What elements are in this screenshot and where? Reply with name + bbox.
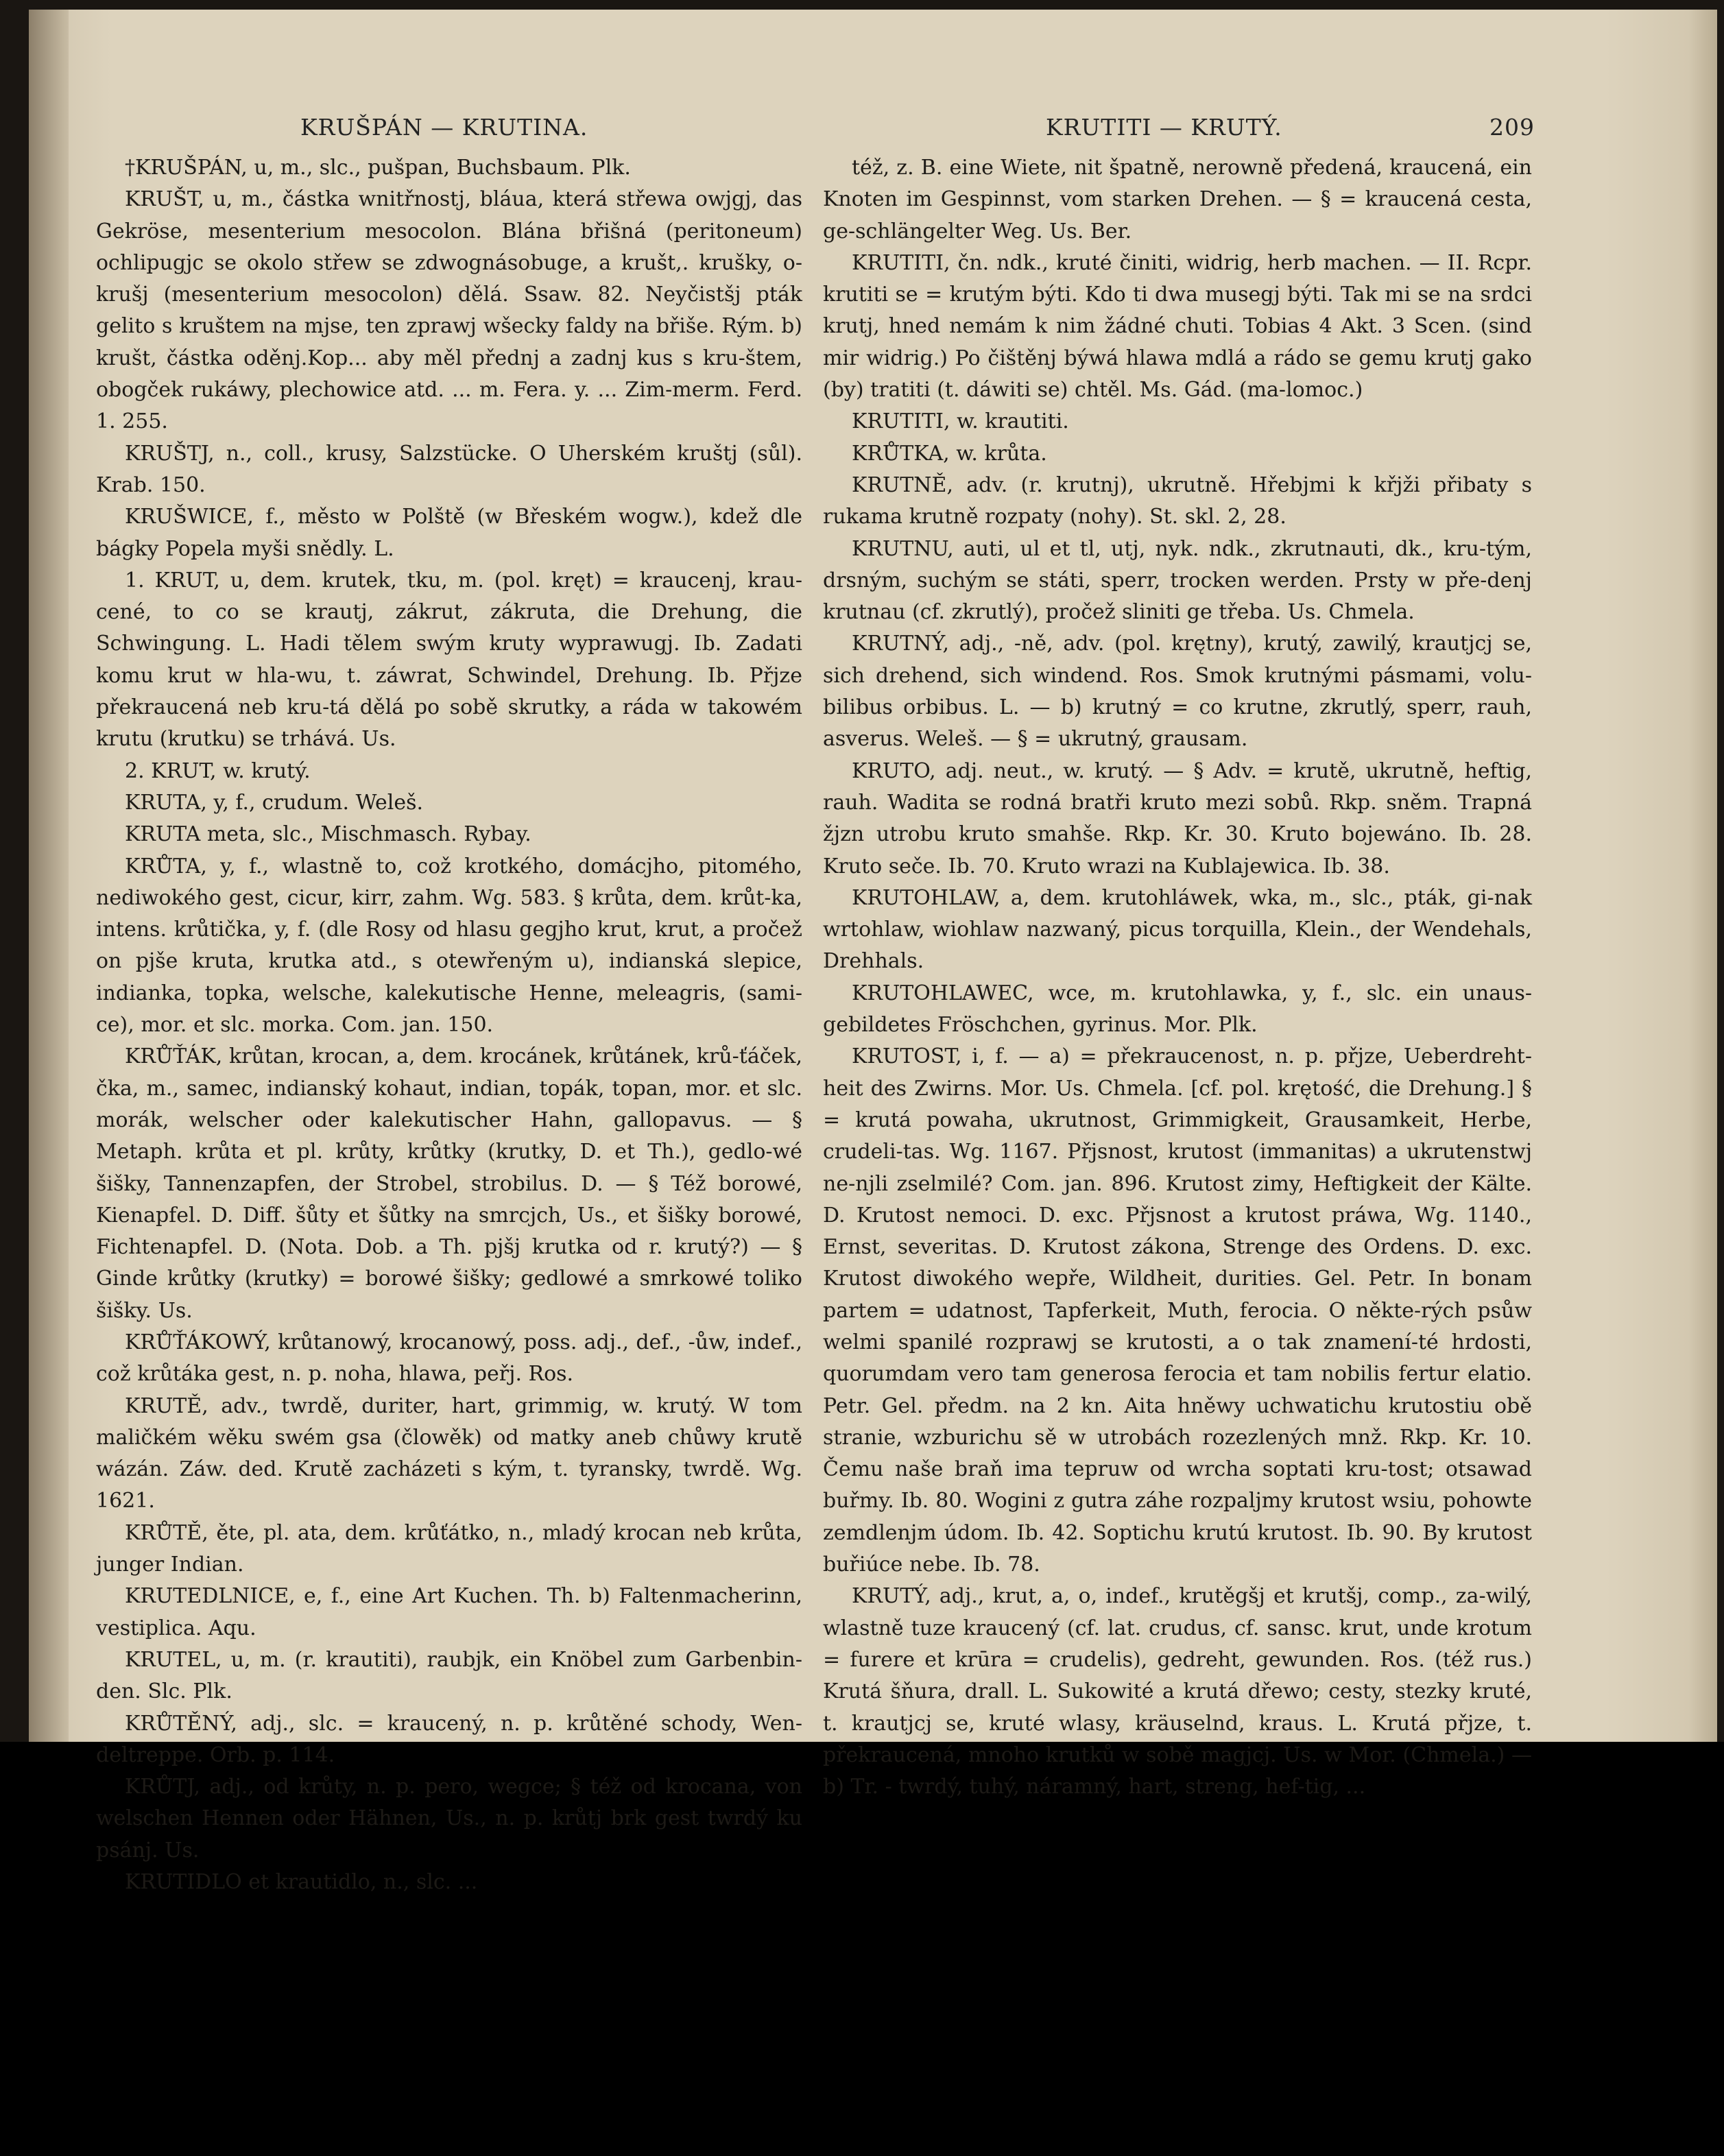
entry-krutak: KRŮŤÁK, krůtan, krocan, a, dem. krocánek, krůtánek, krů-ťáček, čka, m., samec, indianský kohaut, indian, topák, topan, mor. et slc. morák, welscher oder kalekutischer Hahn, gallopavus. — § Metaph. krůta et pl. krůty, krůtky (krutky, D. et Th.), gedlo-wé šišky, Tannenzapfen, der Strobel, strobilus. D. — § Též borowé, Kienapfel. D. Diff. šůty et šůtky na smrcjch, Us., et šišky borowé, Fichtenapfel. D. (Nota. Dob. a Th. pjšj krutka od r. krutý?) — § Ginde krůtky (krutky) = borowé šišky; gedlowé a smrkowé toliko šišky. Us. — [96, 1044, 802, 1323]
entry-krustj: KRUŠTJ, n., coll., krusy, Salzstücke. O Uherském kruštj (sůl). Krab. 150. — [96, 441, 802, 497]
entry-krust: KRUŠT, u, m., částka wnitřnostj, bláua, která střewa owjgj, das Gekröse, mesenterium mesocolon. Blána břišná (peritoneum) ochlipugjc se okolo střew se zdwognásobuge, a krušt,. krušky, o-krušj (mesenterium mesocolon) dělá. Ssaw. 82. Neyčistšj pták gelito s kruštem na mjse, ten zprawj wšecky faldy na břiše. Rým. b) krušt, částka oděnj.Kop... aby měl přednj a zadnj kus s kru-štem, obogček rukáwy, plechowice atd. ... m. Fera. y. ... Zim-merm. Ferd. 1. 255. — [96, 187, 802, 434]
entry-kruspan: †KRUŠPÁN, u, m., slc., pušpan, Buchsbaum. Plk. — [125, 156, 631, 180]
entry-krutnu: KRUTNU, auti, ul et tl, utj, nyk. ndk., zkrutnauti, dk., kru-tým, drsným, suchým se státi, sperr, trocken werden. Prsty w pře-denj krutnau (cf. zkrutlý), pročež sliniti ge třeba. Us. Chmela. — [823, 536, 1532, 625]
entry-kruto: KRUTO, adj. neut., w. krutý. — § Adv. = krutě, ukrutně, heftig, rauh. Wadita se rodná bratři kruto mezi sobů. Rkp. sněm. Trapná žjzn utrobu kruto smahše. Rkp. Kr. 30. Kruto bojewáno. Ib. 28. Kruto seče. Ib. 70. Kruto wrazi na Kublajewica. Ib. 38. — [823, 758, 1532, 878]
entry-krutohlaw: KRUTOHLAW, a, dem. krutohláwek, wka, m., slc., pták, gi-nak wrtohlaw, wiohlaw nazwaný, picus torquilla, Klein., der Wendehals, Drehhals. — [823, 885, 1532, 974]
entry-kruta-cicur: KRŮTA, y, f., wlastně to, což krotkého, domácjho, pitomého, nediwokého gest, cicur, kirr, zahm. Wg. 583. § krůta, dem. krůt-ka, intens. krůtička, y, f. (dle Rosy od hlasu gegjho krut, krut, a pročež on pjše kruta, krutka atd., s otewřeným u), indianská slepice, indianka, topka, welsche, kalekutische Henne, meleagris, (sami-ce), mor. et slc. morka. Com. jan. 150. — [96, 854, 802, 1038]
entry-krutne: KRUTNĚ, adv. (r. krutnj), ukrutně. Hřebjmi k křjži přibaty s rukama krutně rozpaty (nohy). St. skl. 2, 28. — [823, 472, 1532, 529]
entry-kruswice: KRUŠWICE, f., město w Polště (w Břeském wogw.), kdež dle bágky Popela myši snědly. L. — [96, 505, 802, 561]
entry-continuation: též, z. B. eine Wiete, nit špatně, nerowně předená, kraucená, ein Knoten im Gespinnst, vom starken Drehen. — § = kraucená cesta, ge-schlängelter Weg. Us. Ber. — [823, 156, 1532, 243]
entry-krutedlnice: KRUTEDLNICE, e, f., eine Art Kuchen. Th. b) Faltenmacherinn, vestiplica. Aqu. — [96, 1584, 802, 1640]
book-spine-shadow — [29, 10, 69, 1742]
right-running-head: KRUTITI — KRUTÝ. — [1046, 114, 1282, 141]
entry-krut-1: 1. KRUT, u, dem. krutek, tku, m. (pol. kręt) = kraucenj, krau-cené, to co se krautj, zákrut, zákruta, die Drehung, die Schwingung. L. Hadi tělem swým kruty wyprawugj. Ib. Zadati komu krut w hla-wu, t. záwrat, Schwindel, Drehung. Ib. Přjze překraucená neb kru-tá dělá po sobě skrutky, a ráda w takowém krutu (krutku) se trhává. Us. — [96, 568, 802, 752]
entry-krut-2: 2. KRUT, w. krutý. — [125, 758, 311, 783]
entry-krute-noun: KRŮTĚ, ěte, pl. ata, dem. krůťátko, n., mladý krocan neb krůta, junger Indian. — [96, 1520, 802, 1577]
entry-kruta: KRUTA, y, f., crudum. Weleš. — [125, 790, 423, 815]
entry-krutohlawec: KRUTOHLAWEC, wce, m. krutohlawka, y, f., slc. ein unaus-gebildetes Fröschchen, gyrinus. Mor. Plk. — [823, 981, 1532, 1038]
entry-krutenny: KRŮTĚNÝ, adj., slc. = kraucený, n. p. krůtěné schody, Wen-deltreppe. Orb. p. 114. — [96, 1711, 802, 1767]
entry-krutel: KRUTEL, u, m. (r. krautiti), raubjk, ein Knöbel zum Garbenbin-den. Slc. Plk. — [96, 1647, 802, 1704]
entry-krutiti: KRUTITI, čn. ndk., kruté činiti, widrig, herb machen. — II. Rcpr. krutiti se = krutým býti. Kdo ti dwa musegj býti. Tak mi se na srdci krutj, hned nemám k nim žádné chuti. Tobias 4 Akt. 3 Scen. (sind mir widrig.) Po čištěnj býwá hlawa mdlá a rádo se gemu krutj gako (by) tratiti (t. dáwiti se) chtěl. Ms. Gád. (ma-lomoc.) — [823, 250, 1532, 403]
entry-kruty: KRUTÝ, adj., krut, a, o, indef., krutěgšj et krutšj, comp., za-wilý, wlastně tuze kraucený (cf. lat. crudus, cf. sansc. krut, unde krotum = furere et krūra = crudelis), gedreht, gewunden. Ros. (též rus.) Krutá šňura, drall. L. Sukowité a krutá dřewo; cesty, stezky kruté, t. krautjcj se, kruté wlasy, kräuselnd, kraus. L. Krutá přjze, t. překraucená, mnoho krutků w sobě magjcj. Us. w Mor. (Chmela.) — b) Tr. - twrdý, tuhý, náramný, hart, streng, hef-tig, ... — [823, 1584, 1532, 1799]
entry-krutakowy: KRŮŤÁKOWÝ, krůtanowý, krocanowý, poss. adj., def., -ůw, indef., což krůtáka gest, n. p. noha, hlawa, peřj. Ros. — [96, 1330, 802, 1387]
entry-krutka: KRŮTKA, w. krůta. — [852, 441, 1047, 466]
entry-krutny: KRUTNÝ, adj., -ně, adv. (pol. krętny), krutý, zawilý, krautjcj se, sich drehend, sich windend. Ros. Smok krutnými pásmami, volu-bilibus orbibus. L. — b) krutný = co krutne, zkrutlý, sperr, rauh, asverus. Weleš. — § = ukrutný, grausam. — [823, 632, 1532, 752]
entry-krutost: KRUTOST, i, f. — a) = překraucenost, n. p. přjze, Ueberdreht-heit des Zwirns. Mor. Us. Chmela. [cf. pol. krętość, die Drehung.] § = krutá powaha, ukrutnost, Grimmigkeit, Grausamkeit, Herbe, crudeli-tas. Wg. 1167. Přjsnost, krutost (immanitas) a ukrutenstwj ne-njli zselmilé? Com. jan. 896. Krutost zimy, Heftigkeit der Kälte. D. Krutost nemoci. D. exc. Přjsnost a krutost práwa, Wg. 1140., Ernst, severitas. D. Krutost zákona, Strenge des Ordens. D. exc. Krutost diwokého wepře, Wildheit, durities. Gel. Petr. In bonam partem = udatnost, Tapferkeit, Muth, ferocia. O někte-rých psůw welmi spanilé rozprawj se krutosti, a o tak znamení-té hrdosti, quorumdam vero tam generosa ferocia et tam nobilis fertur elatio. Petr. Gel. předm. na 2 kn. Aita hněwy uchwatichu krutostiu obě stranie, wzburichu sě w utrobách rozezlených mnž. Rkp. Kr. 10. Čemu naše braň ima tepruw od wrcha soptati kru-tost; otsawad buřmy. Ib. 80. Wogini z gutra záhe rozpaljmy krutost wsiu, pohowte zemdlenjm údom. Ib. 42. Soptichu krutú krutost. Ib. 90. By krutost buřiúce nebe. Ib. 78. — [823, 1044, 1532, 1577]
entry-krutiti-ref: KRUTITI, w. krautiti. — [852, 409, 1069, 434]
right-column — [823, 152, 1532, 1799]
entry-krutj: KRŮTJ, adj., od krůty, n. p. pero, wegce; § též od krocana, von welschen Hennen oder Hähnen, Us., n. p. krůtj brk gest twrdý ku psánj. Us. — [96, 1775, 802, 1862]
page-number: 209 — [1489, 114, 1535, 141]
entry-krute-adv: KRUTĚ, adv., twrdě, duriter, hart, grimmig, w. krutý. W tom maličkém wěku swém gsa (člowěk) od matky aneb chůwy krutě wázán. Záw. ded. Krutě zacházeti s kým, t. tyransky, twrdě. Wg. 1621. — [96, 1393, 802, 1513]
entry-kruta-meta: KRUTA meta, slc., Mischmasch. Rybay. — [125, 822, 531, 847]
entry-krutidlo: KRUTIDLO et krautidlo, n., slc. ... — [125, 1870, 478, 1895]
left-running-head: KRUŠPÁN — KRUTINA. — [300, 114, 588, 141]
left-column — [96, 152, 802, 1895]
